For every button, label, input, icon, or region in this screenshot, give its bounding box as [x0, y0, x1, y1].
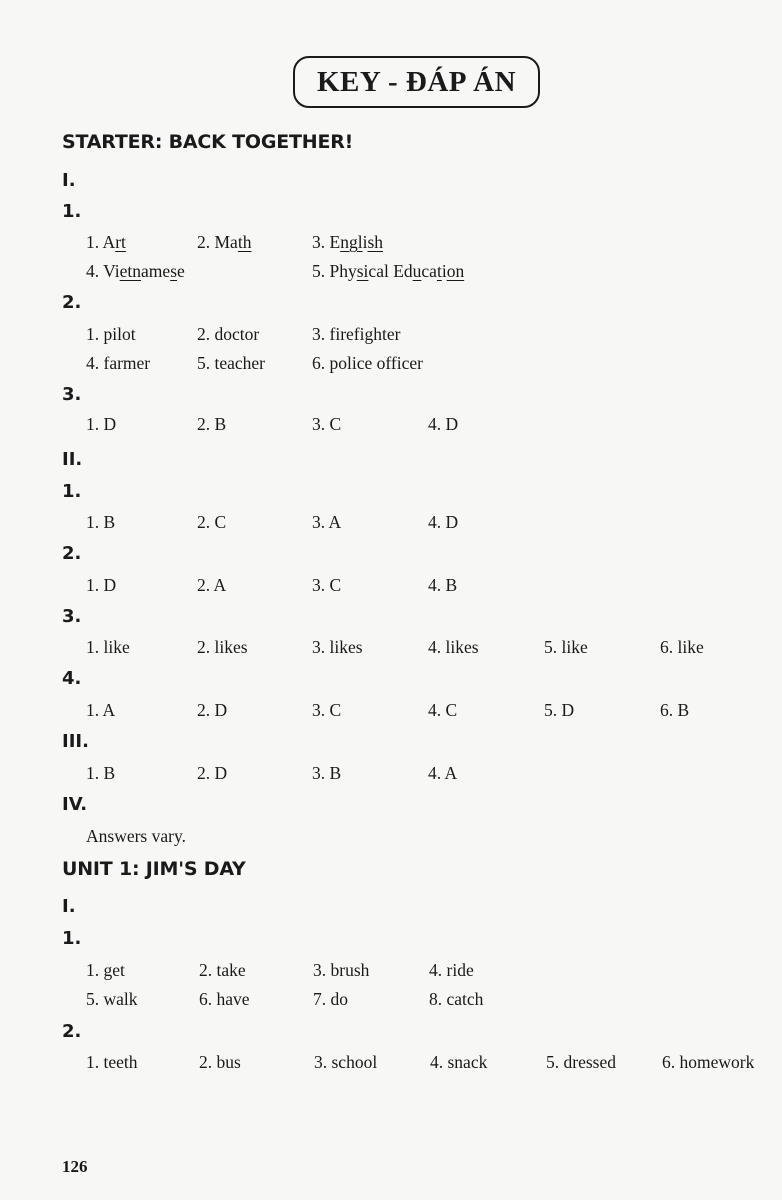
answer-item: 5. teacher — [197, 353, 266, 373]
answer-item: 5. dressed — [546, 1052, 616, 1072]
answer-item: 4. D — [428, 414, 459, 434]
answer-item: 1. get — [86, 960, 125, 980]
unit1-heading: UNIT 1: JIM'S DAY — [62, 858, 246, 880]
answer-item: 4. ride — [429, 960, 474, 980]
question-label: 3. — [62, 606, 82, 627]
question-label: 2. — [62, 1021, 82, 1042]
question-label: 3. — [62, 384, 82, 405]
page-number: 126 — [62, 1157, 88, 1176]
answer-item: 1. teeth — [86, 1052, 138, 1072]
question-label: 1. — [62, 481, 82, 502]
answer-item: 2. B — [197, 414, 227, 434]
section-label: I. — [62, 896, 76, 917]
answer-item: 1. like — [86, 637, 130, 657]
question-label: 4. — [62, 668, 82, 689]
answer-item: 2. C — [197, 512, 227, 532]
section-label: III. — [62, 731, 89, 752]
answer-item: 3. C — [312, 414, 342, 434]
answer-item: 3. B — [312, 763, 342, 783]
answer-item: 2. likes — [197, 637, 248, 657]
answer-item: 2. A — [197, 575, 227, 595]
answer-item: 2. D — [197, 763, 228, 783]
question-label: 1. — [62, 928, 82, 949]
answer-item: 6. B — [660, 700, 690, 720]
answer-item: 1. D — [86, 414, 117, 434]
answer-item: 1. B — [86, 763, 116, 783]
answer-item: 4. B — [428, 575, 458, 595]
answer-item: 1. pilot — [86, 324, 136, 344]
answer-item: 2. bus — [199, 1052, 241, 1072]
answer-item: 3. likes — [312, 637, 363, 657]
answer-item: 3. brush — [313, 960, 370, 980]
answer-item: 3. school — [314, 1052, 378, 1072]
answer-item: 6. homework — [662, 1052, 755, 1072]
answer-item: 4. likes — [428, 637, 479, 657]
answer-item: 3. A — [312, 512, 342, 532]
answer-item: 2. take — [199, 960, 246, 980]
answer-item: 4. D — [428, 512, 459, 532]
answer-item: 1. D — [86, 575, 117, 595]
answer-item: 5. like — [544, 637, 588, 657]
answer-item: 4. snack — [430, 1052, 488, 1072]
answer-item: 5. Physical Education — [312, 261, 465, 281]
section-label: II. — [62, 449, 83, 470]
answer-item: 5. walk — [86, 989, 138, 1009]
starter-heading: STARTER: BACK TOGETHER! — [62, 131, 354, 153]
answer-item: 6. have — [199, 989, 250, 1009]
answer-item: 1. A — [86, 700, 116, 720]
answer-item: 4. Vietnamese — [86, 261, 185, 281]
answer-item: 4. A — [428, 763, 458, 783]
answer-item: 3. C — [312, 575, 342, 595]
answer-item: 2. doctor — [197, 324, 260, 344]
answer-item: 2. D — [197, 700, 228, 720]
answer-item: 2. Math — [197, 232, 252, 252]
answer-item: 3. firefighter — [312, 324, 401, 344]
question-label: 2. — [62, 543, 82, 564]
answer-item: 7. do — [313, 989, 348, 1009]
answer-item: 6. police officer — [312, 353, 423, 373]
section-label: I. — [62, 170, 76, 191]
question-label: 2. — [62, 292, 82, 313]
answer-note: Answers vary. — [86, 826, 186, 846]
answer-item: 4. C — [428, 700, 458, 720]
answer-item: 5. D — [544, 700, 575, 720]
answer-item: 8. catch — [429, 989, 484, 1009]
question-label: 1. — [62, 201, 82, 222]
section-label: IV. — [62, 794, 88, 815]
answer-item: 1. B — [86, 512, 116, 532]
answer-item: 1. Art — [86, 232, 126, 252]
answer-item: 3. C — [312, 700, 342, 720]
answer-item: 4. farmer — [86, 353, 151, 373]
page-title: KEY - ĐÁP ÁN — [293, 56, 540, 108]
answer-item: 6. like — [660, 637, 704, 657]
answer-item: 3. English — [312, 232, 384, 252]
